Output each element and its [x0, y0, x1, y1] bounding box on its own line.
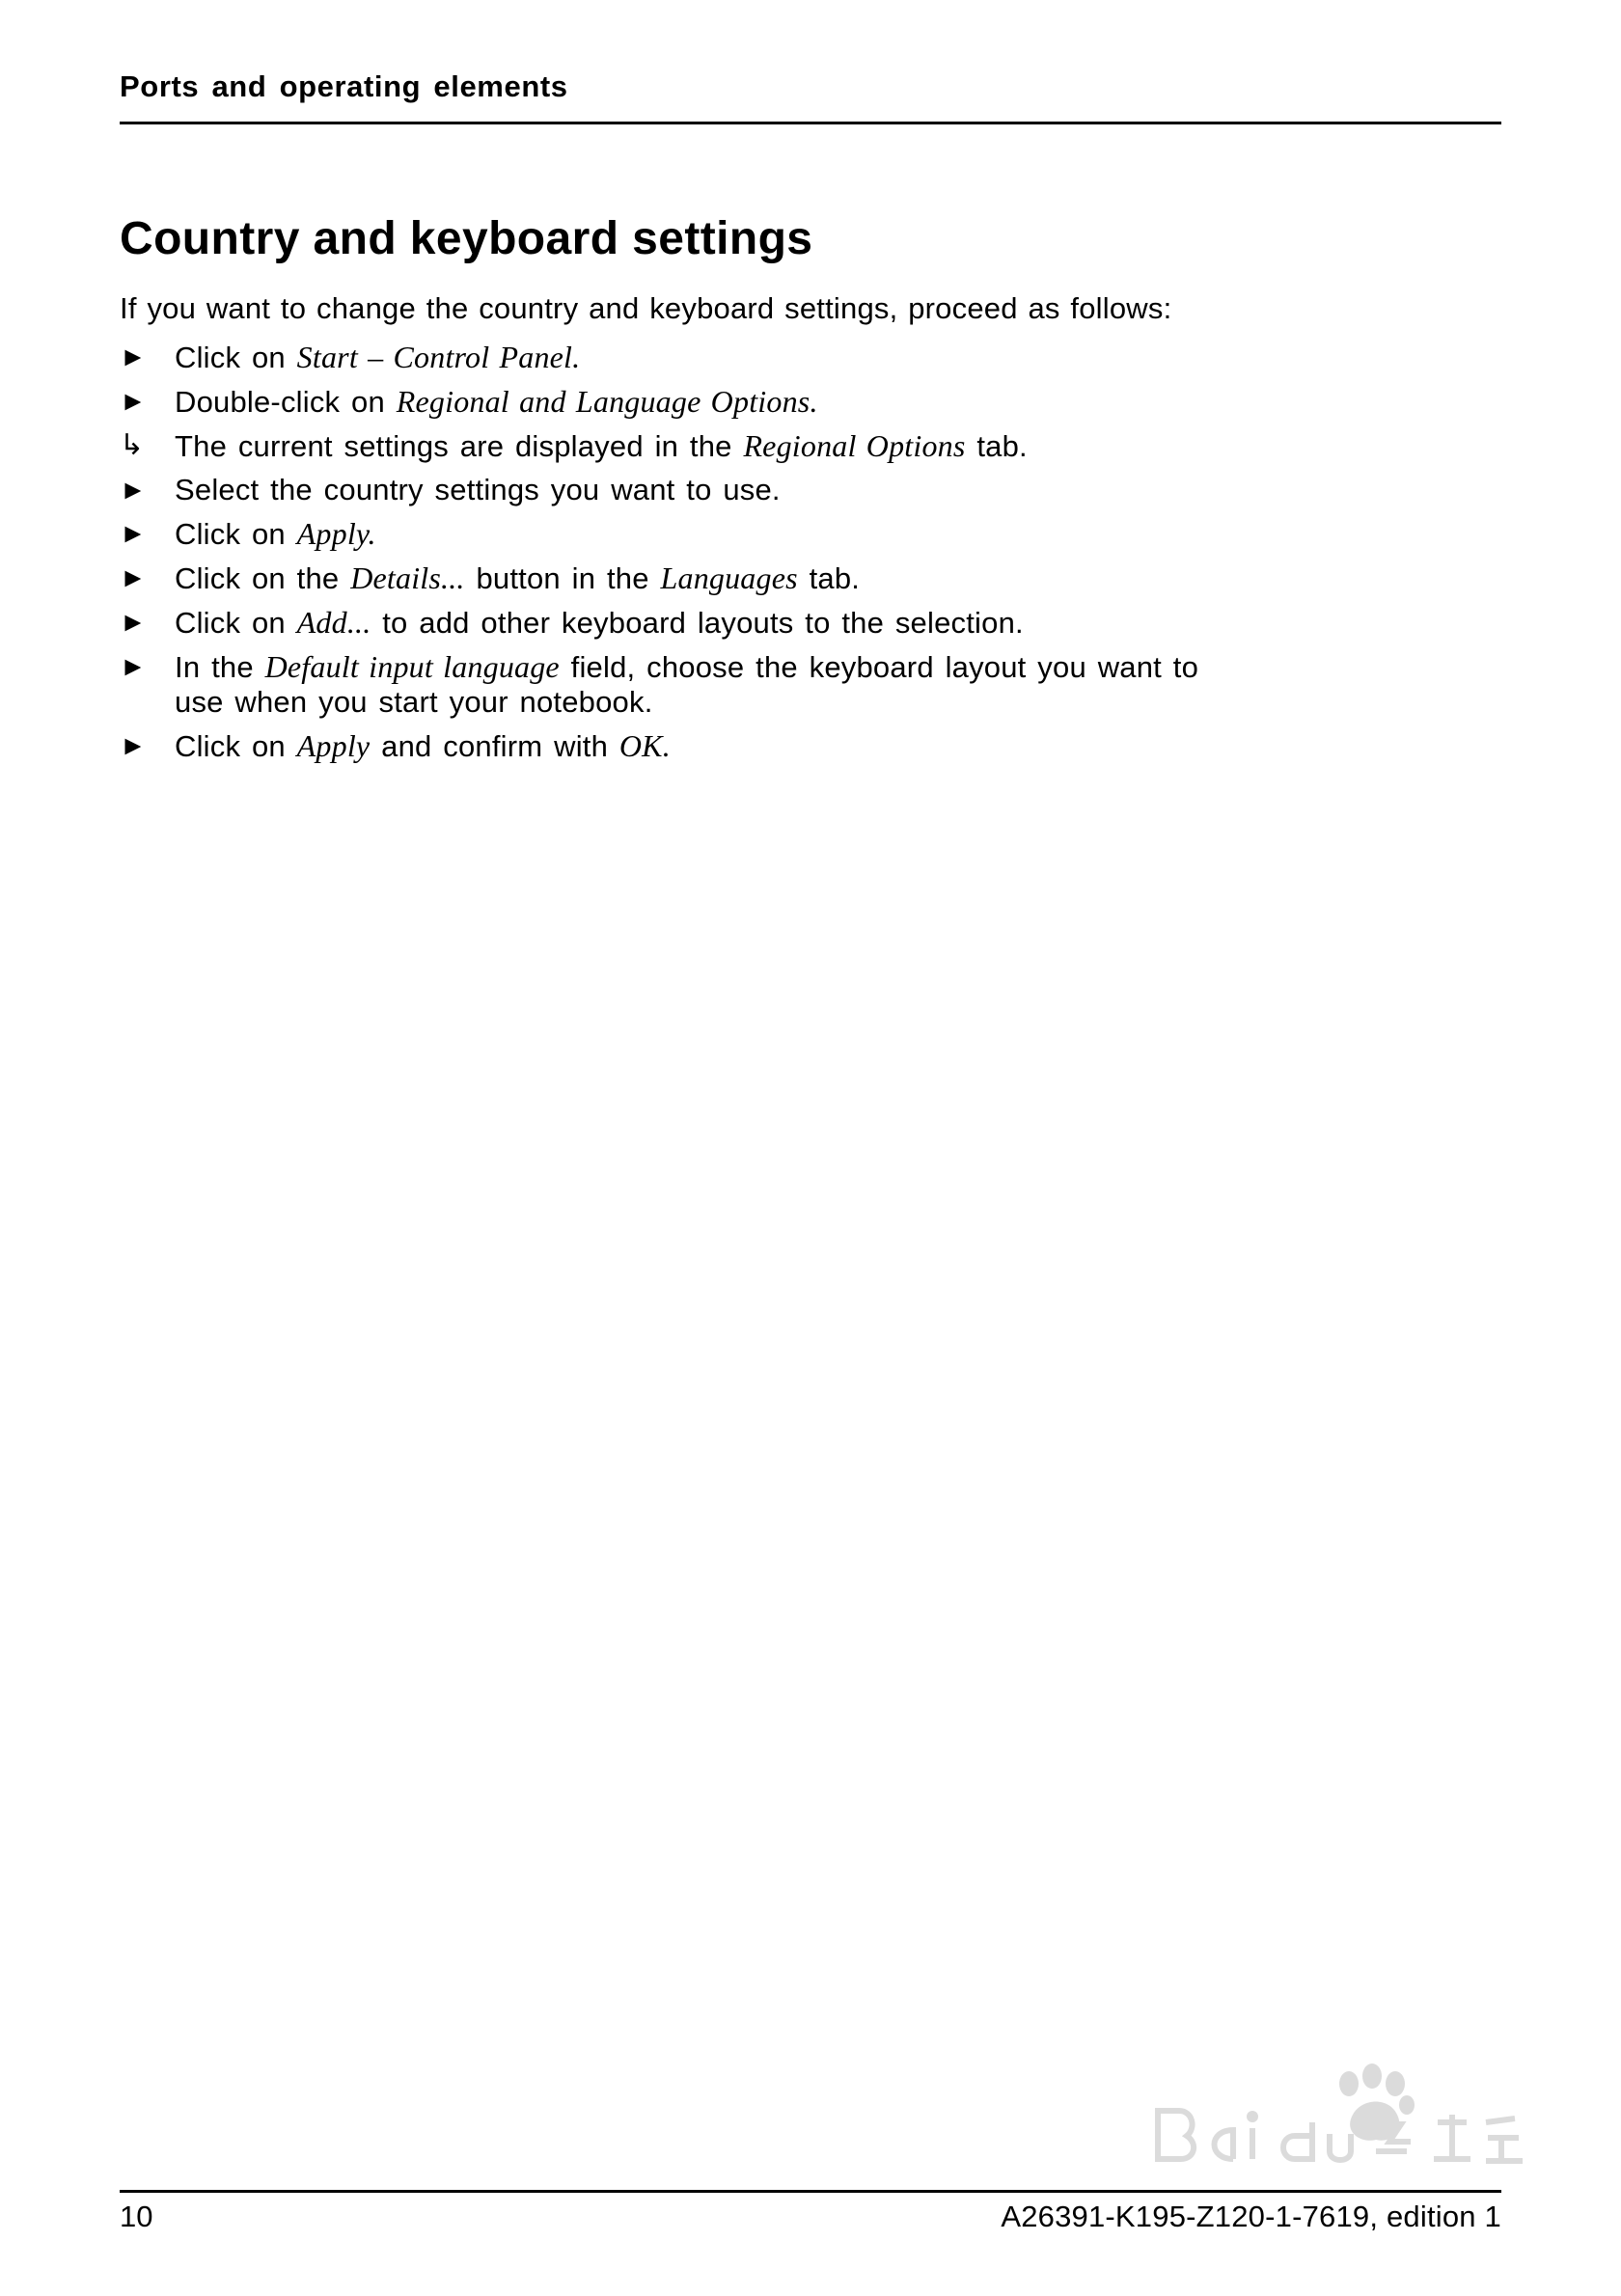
step-text: . [572, 340, 581, 374]
ui-term: Add... [296, 605, 371, 640]
step-text: button in the [464, 561, 661, 595]
step-text: field, choose the keyboard layout you want to use when you start your notebook. [175, 650, 1199, 719]
step-text: In the [175, 650, 265, 684]
step-text: . [662, 728, 671, 763]
ui-term: Apply [296, 516, 369, 551]
play-arrow-icon: ► [120, 651, 147, 681]
play-arrow-icon: ► [120, 562, 147, 592]
running-header: Ports and operating elements [120, 69, 568, 103]
step-list [120, 340, 1239, 773]
play-arrow-icon: ► [120, 342, 147, 371]
ui-term: Regional and Language Options [396, 384, 810, 419]
play-arrow-icon: ► [120, 730, 147, 760]
step-text: Click on [175, 341, 297, 374]
baidu-jingyan-watermark [1148, 2055, 1553, 2180]
step-item [120, 516, 1239, 552]
document-id: A26391-K195-Z120-1-7619, edition 1 [1001, 2200, 1501, 2233]
step-text: Double-click on [175, 385, 397, 419]
header-rule [120, 122, 1501, 124]
step-text: Click on [175, 729, 297, 763]
step-item [120, 560, 1239, 596]
step-result [120, 428, 1239, 464]
play-arrow-icon: ► [120, 607, 147, 637]
step-text: tab. [797, 561, 861, 595]
page-number: 10 [120, 2200, 153, 2233]
ui-term: Default input language [264, 649, 560, 684]
step-item [120, 728, 1239, 764]
step-text: to add other keyboard layouts to the selection. [371, 606, 1024, 640]
step-item [120, 340, 1239, 375]
step-item [120, 384, 1239, 420]
step-text: tab. [965, 429, 1028, 463]
footer-rule [120, 2190, 1501, 2193]
play-arrow-icon: ► [120, 518, 147, 548]
ui-term: Regional Options [743, 428, 966, 463]
intro-text: If you want to change the country and keyboard settings, proceed as follows: [120, 291, 1172, 325]
step-text: Click on [175, 517, 297, 551]
step-item [120, 605, 1239, 641]
step-text: The current settings are displayed in the [175, 429, 744, 463]
paw-logo-icon [1339, 2064, 1415, 2141]
step-text: Select the country settings you want to use. [175, 473, 781, 506]
step-text: Click on [175, 606, 297, 640]
watermark-lettering [1158, 2111, 1523, 2161]
step-item [120, 473, 1239, 507]
ui-term: Details... [350, 560, 465, 595]
result-arrow-icon: ↳ [120, 429, 145, 461]
ui-term: Languages [660, 560, 798, 595]
ui-term: Apply [296, 728, 371, 763]
step-text: . [368, 516, 376, 551]
ui-term: Start – Control Panel [296, 340, 573, 374]
ui-term: OK [618, 728, 663, 763]
step-text: and confirm with [370, 729, 619, 763]
step-text: . [810, 384, 818, 419]
step-item [120, 649, 1239, 720]
step-text: Click on the [175, 561, 351, 595]
play-arrow-icon: ► [120, 475, 147, 505]
play-arrow-icon: ► [120, 386, 147, 416]
page-title: Country and keyboard settings [120, 213, 813, 264]
